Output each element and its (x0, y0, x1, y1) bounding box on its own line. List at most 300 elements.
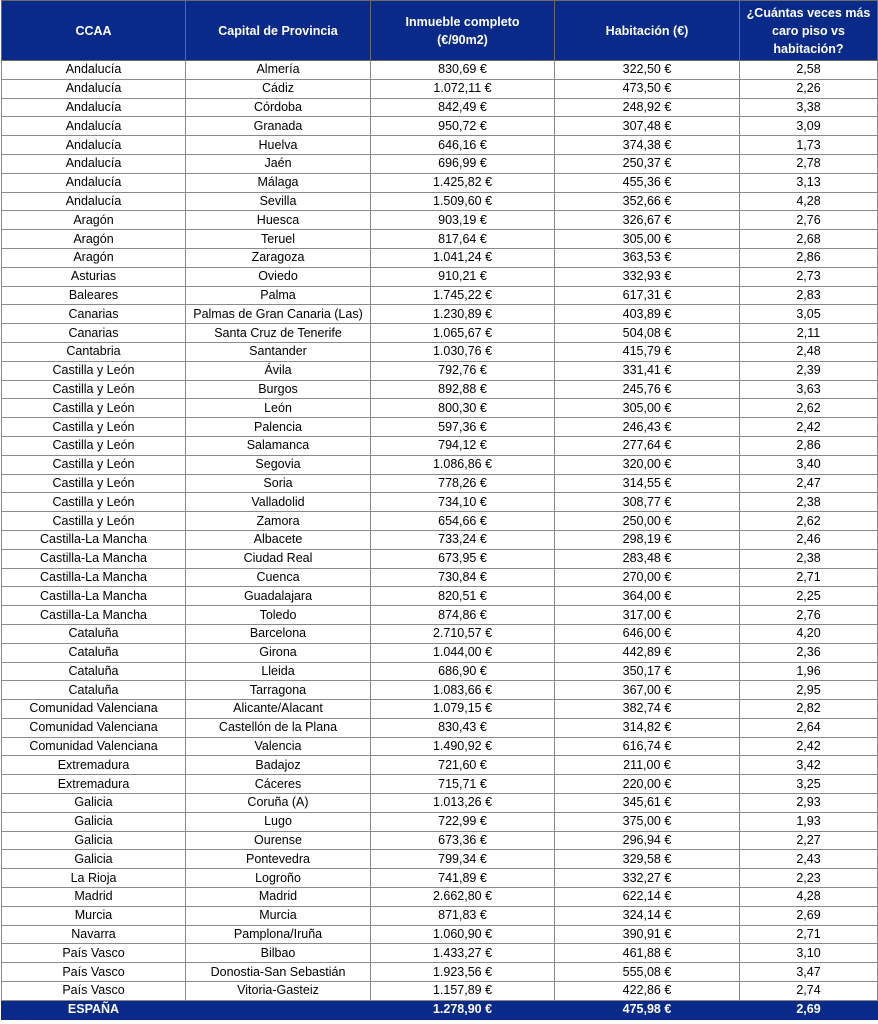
ccaa-cell: Andalucía (2, 98, 186, 117)
capital-cell: Toledo (186, 606, 371, 625)
table-row (2, 718, 878, 737)
habitacion-cell: 296,94 € (555, 831, 740, 850)
ratio-cell: 2,47 (740, 474, 878, 493)
habitacion-cell: 317,00 € (555, 606, 740, 625)
capital-cell: Palmas de Gran Canaria (Las) (186, 305, 371, 324)
table-row (2, 944, 878, 963)
ccaa-cell: Andalucía (2, 79, 186, 98)
inmueble-cell: 903,19 € (371, 211, 555, 230)
habitacion-cell: 211,00 € (555, 756, 740, 775)
table-row (2, 136, 878, 155)
habitacion-cell: 324,14 € (555, 906, 740, 925)
inmueble-cell: 830,43 € (371, 718, 555, 737)
capital-cell: Segovia (186, 455, 371, 474)
table-row (2, 342, 878, 361)
inmueble-cell: 1.072,11 € (371, 79, 555, 98)
capital-cell: Salamanca (186, 436, 371, 455)
inmueble-cell: 874,86 € (371, 606, 555, 625)
table-row (2, 192, 878, 211)
ccaa-cell: Castilla-La Mancha (2, 606, 186, 625)
ratio-cell: 3,38 (740, 98, 878, 117)
ccaa-cell: Comunidad Valenciana (2, 737, 186, 756)
ratio-cell: 2,76 (740, 211, 878, 230)
table-row (2, 361, 878, 380)
ccaa-cell: Castilla-La Mancha (2, 587, 186, 606)
table-row (2, 248, 878, 267)
capital-cell: Albacete (186, 530, 371, 549)
column-header-ratio-line1: ¿Cuántas veces más (746, 5, 871, 20)
table-row (2, 756, 878, 775)
inmueble-cell: 800,30 € (371, 399, 555, 418)
ratio-cell: 2,62 (740, 399, 878, 418)
table-row (2, 267, 878, 286)
capital-cell: Zaragoza (186, 248, 371, 267)
inmueble-cell: 1.041,24 € (371, 248, 555, 267)
ratio-cell: 3,47 (740, 963, 878, 982)
capital-cell: Palma (186, 286, 371, 305)
inmueble-cell: 1.030,76 € (371, 342, 555, 361)
column-header-inmueble (371, 1, 555, 61)
ratio-cell: 3,40 (740, 455, 878, 474)
ratio-cell: 2,78 (740, 154, 878, 173)
inmueble-cell: 778,26 € (371, 474, 555, 493)
table-row (2, 305, 878, 324)
ratio-cell: 2,71 (740, 925, 878, 944)
habitacion-cell: 622,14 € (555, 888, 740, 907)
capital-cell: Castellón de la Plana (186, 718, 371, 737)
capital-cell: Cáceres (186, 775, 371, 794)
habitacion-cell: 555,08 € (555, 963, 740, 982)
ccaa-cell: Andalucía (2, 61, 186, 80)
total-habitacion-cell: 475,98 € (555, 1000, 740, 1019)
ratio-cell: 2,95 (740, 681, 878, 700)
table-row (2, 587, 878, 606)
habitacion-cell: 331,41 € (555, 361, 740, 380)
capital-cell: Cádiz (186, 79, 371, 98)
column-header-ratio-line3: habitación? (773, 41, 844, 56)
inmueble-cell: 654,66 € (371, 512, 555, 531)
capital-cell: Córdoba (186, 98, 371, 117)
inmueble-cell: 673,36 € (371, 831, 555, 850)
inmueble-cell: 1.083,66 € (371, 681, 555, 700)
table-row (2, 606, 878, 625)
ratio-cell: 1,73 (740, 136, 878, 155)
habitacion-cell: 314,55 € (555, 474, 740, 493)
table-row (2, 98, 878, 117)
inmueble-cell: 892,88 € (371, 380, 555, 399)
habitacion-cell: 245,76 € (555, 380, 740, 399)
habitacion-cell: 350,17 € (555, 662, 740, 681)
table-row (2, 61, 878, 80)
capital-cell: Lugo (186, 812, 371, 831)
inmueble-cell: 1.086,86 € (371, 455, 555, 474)
ratio-cell: 2,25 (740, 587, 878, 606)
ccaa-cell: Castilla y León (2, 474, 186, 493)
ccaa-cell: Navarra (2, 925, 186, 944)
ccaa-cell: Galicia (2, 794, 186, 813)
inmueble-cell: 686,90 € (371, 662, 555, 681)
ccaa-cell: Aragón (2, 230, 186, 249)
ccaa-cell: Aragón (2, 211, 186, 230)
table-row (2, 436, 878, 455)
ccaa-cell: Canarias (2, 324, 186, 343)
capital-cell: Burgos (186, 380, 371, 399)
habitacion-cell: 473,50 € (555, 79, 740, 98)
table-row (2, 493, 878, 512)
ccaa-cell: Cataluña (2, 643, 186, 662)
habitacion-cell: 250,00 € (555, 512, 740, 531)
capital-cell: Huesca (186, 211, 371, 230)
table-row (2, 324, 878, 343)
ccaa-cell: Castilla y León (2, 512, 186, 531)
ratio-cell: 3,25 (740, 775, 878, 794)
table-row (2, 662, 878, 681)
ccaa-cell: Castilla y León (2, 380, 186, 399)
habitacion-cell: 220,00 € (555, 775, 740, 794)
inmueble-cell: 950,72 € (371, 117, 555, 136)
ccaa-cell: País Vasco (2, 982, 186, 1001)
habitacion-cell: 305,00 € (555, 230, 740, 249)
table-row (2, 117, 878, 136)
ccaa-cell: Comunidad Valenciana (2, 718, 186, 737)
table-row (2, 455, 878, 474)
table-row (2, 474, 878, 493)
capital-cell: Logroño (186, 869, 371, 888)
table-row (2, 286, 878, 305)
ratio-cell: 2,11 (740, 324, 878, 343)
ccaa-cell: Galicia (2, 850, 186, 869)
column-header-ratio (740, 1, 878, 61)
table-row (2, 230, 878, 249)
ratio-cell: 3,42 (740, 756, 878, 775)
ccaa-cell: País Vasco (2, 963, 186, 982)
table-row (2, 775, 878, 794)
inmueble-cell: 1.013,26 € (371, 794, 555, 813)
column-header-inmueble-line2: (€/90m2) (437, 32, 488, 47)
capital-cell: Alicante/Alacant (186, 700, 371, 719)
capital-cell: Oviedo (186, 267, 371, 286)
ccaa-cell: Madrid (2, 888, 186, 907)
ratio-cell: 2,64 (740, 718, 878, 737)
capital-cell: Tarragona (186, 681, 371, 700)
habitacion-cell: 248,92 € (555, 98, 740, 117)
capital-cell: Lleida (186, 662, 371, 681)
ccaa-cell: Cataluña (2, 681, 186, 700)
ccaa-cell: Extremadura (2, 756, 186, 775)
habitacion-cell: 283,48 € (555, 549, 740, 568)
table-row (2, 79, 878, 98)
habitacion-cell: 277,64 € (555, 436, 740, 455)
ratio-cell: 2,62 (740, 512, 878, 531)
table-row (2, 568, 878, 587)
inmueble-cell: 1.745,22 € (371, 286, 555, 305)
inmueble-cell: 1.490,92 € (371, 737, 555, 756)
column-header-ratio-line2: caro piso vs (772, 23, 845, 38)
table-row (2, 549, 878, 568)
table-row (2, 963, 878, 982)
table-row (2, 399, 878, 418)
ratio-cell: 2,38 (740, 493, 878, 512)
inmueble-cell: 733,24 € (371, 530, 555, 549)
inmueble-cell: 1.157,89 € (371, 982, 555, 1001)
capital-cell: Bilbao (186, 944, 371, 963)
ccaa-cell: Cataluña (2, 624, 186, 643)
inmueble-cell: 1.079,15 € (371, 700, 555, 719)
habitacion-cell: 363,53 € (555, 248, 740, 267)
rent-comparison-table (1, 0, 878, 1020)
table-row (2, 154, 878, 173)
ratio-cell: 3,13 (740, 173, 878, 192)
table-row (2, 794, 878, 813)
habitacion-cell: 646,00 € (555, 624, 740, 643)
capital-cell: Teruel (186, 230, 371, 249)
ratio-cell: 2,43 (740, 850, 878, 869)
ccaa-cell: Castilla y León (2, 399, 186, 418)
habitacion-cell: 455,36 € (555, 173, 740, 192)
inmueble-cell: 2.710,57 € (371, 624, 555, 643)
ratio-cell: 3,09 (740, 117, 878, 136)
ccaa-cell: Andalucía (2, 154, 186, 173)
table-row (2, 812, 878, 831)
table-header (2, 1, 878, 61)
capital-cell: Ourense (186, 831, 371, 850)
habitacion-cell: 415,79 € (555, 342, 740, 361)
ccaa-cell: Castilla y León (2, 361, 186, 380)
table-row (2, 982, 878, 1001)
inmueble-cell: 1.433,27 € (371, 944, 555, 963)
ccaa-cell: Castilla-La Mancha (2, 549, 186, 568)
capital-cell: Soria (186, 474, 371, 493)
table-footer (2, 1000, 878, 1019)
habitacion-cell: 352,66 € (555, 192, 740, 211)
table-row (2, 906, 878, 925)
ratio-cell: 2,58 (740, 61, 878, 80)
ratio-cell: 2,74 (740, 982, 878, 1001)
capital-cell: Murcia (186, 906, 371, 925)
inmueble-cell: 646,16 € (371, 136, 555, 155)
habitacion-cell: 270,00 € (555, 568, 740, 587)
inmueble-cell: 794,12 € (371, 436, 555, 455)
ratio-cell: 1,93 (740, 812, 878, 831)
ccaa-cell: Castilla-La Mancha (2, 568, 186, 587)
capital-cell: Madrid (186, 888, 371, 907)
ccaa-cell: Murcia (2, 906, 186, 925)
ccaa-cell: Asturias (2, 267, 186, 286)
capital-cell: Zamora (186, 512, 371, 531)
column-header-ccaa: CCAA (2, 1, 186, 61)
inmueble-cell: 2.662,80 € (371, 888, 555, 907)
table-row (2, 869, 878, 888)
ccaa-cell: Comunidad Valenciana (2, 700, 186, 719)
habitacion-cell: 617,31 € (555, 286, 740, 305)
ratio-cell: 2,71 (740, 568, 878, 587)
capital-cell: Ciudad Real (186, 549, 371, 568)
capital-cell: Palencia (186, 418, 371, 437)
inmueble-cell: 820,51 € (371, 587, 555, 606)
capital-cell: Vitoria-Gasteiz (186, 982, 371, 1001)
table-row (2, 681, 878, 700)
table-row (2, 624, 878, 643)
ccaa-cell: Andalucía (2, 192, 186, 211)
ratio-cell: 3,63 (740, 380, 878, 399)
capital-cell: Valencia (186, 737, 371, 756)
inmueble-cell: 1.923,56 € (371, 963, 555, 982)
capital-cell: Santander (186, 342, 371, 361)
table-row (2, 850, 878, 869)
column-header-inmueble-line1: Inmueble completo (405, 14, 520, 29)
total-row (2, 1000, 878, 1019)
capital-cell: Guadalajara (186, 587, 371, 606)
table-row (2, 737, 878, 756)
ratio-cell: 2,26 (740, 79, 878, 98)
table-row (2, 211, 878, 230)
habitacion-cell: 345,61 € (555, 794, 740, 813)
ccaa-cell: Galicia (2, 831, 186, 850)
ratio-cell: 4,28 (740, 888, 878, 907)
table-row (2, 173, 878, 192)
ratio-cell: 2,76 (740, 606, 878, 625)
ratio-cell: 2,69 (740, 906, 878, 925)
inmueble-cell: 673,95 € (371, 549, 555, 568)
table-row (2, 643, 878, 662)
habitacion-cell: 616,74 € (555, 737, 740, 756)
ccaa-cell: Castilla y León (2, 455, 186, 474)
inmueble-cell: 730,84 € (371, 568, 555, 587)
habitacion-cell: 298,19 € (555, 530, 740, 549)
total-inmueble-cell: 1.278,90 € (371, 1000, 555, 1019)
habitacion-cell: 326,67 € (555, 211, 740, 230)
capital-cell: Huelva (186, 136, 371, 155)
habitacion-cell: 461,88 € (555, 944, 740, 963)
inmueble-cell: 597,36 € (371, 418, 555, 437)
capital-cell: Pamplona/Iruña (186, 925, 371, 944)
habitacion-cell: 364,00 € (555, 587, 740, 606)
total-ratio-cell: 2,69 (740, 1000, 878, 1019)
column-header-capital: Capital de Provincia (186, 1, 371, 61)
ratio-cell: 2,36 (740, 643, 878, 662)
habitacion-cell: 422,86 € (555, 982, 740, 1001)
ccaa-cell: Castilla y León (2, 418, 186, 437)
inmueble-cell: 1.509,60 € (371, 192, 555, 211)
ratio-cell: 2,68 (740, 230, 878, 249)
capital-cell: Donostia-San Sebastián (186, 963, 371, 982)
table-row (2, 512, 878, 531)
ccaa-cell: Baleares (2, 286, 186, 305)
ratio-cell: 2,82 (740, 700, 878, 719)
ratio-cell: 4,20 (740, 624, 878, 643)
ccaa-cell: Andalucía (2, 136, 186, 155)
habitacion-cell: 314,82 € (555, 718, 740, 737)
habitacion-cell: 382,74 € (555, 700, 740, 719)
inmueble-cell: 722,99 € (371, 812, 555, 831)
ratio-cell: 4,28 (740, 192, 878, 211)
capital-cell: Valladolid (186, 493, 371, 512)
capital-cell: Sevilla (186, 192, 371, 211)
ratio-cell: 1,96 (740, 662, 878, 681)
habitacion-cell: 504,08 € (555, 324, 740, 343)
inmueble-cell: 721,60 € (371, 756, 555, 775)
ratio-cell: 2,46 (740, 530, 878, 549)
inmueble-cell: 1.065,67 € (371, 324, 555, 343)
inmueble-cell: 830,69 € (371, 61, 555, 80)
habitacion-cell: 320,00 € (555, 455, 740, 474)
ccaa-cell: Andalucía (2, 173, 186, 192)
ccaa-cell: País Vasco (2, 944, 186, 963)
capital-cell: Almería (186, 61, 371, 80)
table-row (2, 925, 878, 944)
capital-cell: Barcelona (186, 624, 371, 643)
ratio-cell: 2,42 (740, 737, 878, 756)
table-row (2, 530, 878, 549)
inmueble-cell: 792,76 € (371, 361, 555, 380)
ccaa-cell: Aragón (2, 248, 186, 267)
ratio-cell: 3,10 (740, 944, 878, 963)
capital-cell: León (186, 399, 371, 418)
ccaa-cell: Extremadura (2, 775, 186, 794)
capital-cell: Jaén (186, 154, 371, 173)
habitacion-cell: 305,00 € (555, 399, 740, 418)
habitacion-cell: 250,37 € (555, 154, 740, 173)
capital-cell: Girona (186, 643, 371, 662)
inmueble-cell: 1.230,89 € (371, 305, 555, 324)
inmueble-cell: 741,89 € (371, 869, 555, 888)
inmueble-cell: 1.425,82 € (371, 173, 555, 192)
capital-cell: Granada (186, 117, 371, 136)
ccaa-cell: La Rioja (2, 869, 186, 888)
table-row (2, 418, 878, 437)
ccaa-cell: Galicia (2, 812, 186, 831)
inmueble-cell: 910,21 € (371, 267, 555, 286)
column-header-habitacion: Habitación (€) (555, 1, 740, 61)
ratio-cell: 2,83 (740, 286, 878, 305)
ratio-cell: 2,73 (740, 267, 878, 286)
ratio-cell: 2,93 (740, 794, 878, 813)
ccaa-cell: Cantabria (2, 342, 186, 361)
ccaa-cell: Andalucía (2, 117, 186, 136)
habitacion-cell: 329,58 € (555, 850, 740, 869)
habitacion-cell: 308,77 € (555, 493, 740, 512)
habitacion-cell: 390,91 € (555, 925, 740, 944)
inmueble-cell: 799,34 € (371, 850, 555, 869)
habitacion-cell: 375,00 € (555, 812, 740, 831)
inmueble-cell: 871,83 € (371, 906, 555, 925)
table-row (2, 888, 878, 907)
habitacion-cell: 322,50 € (555, 61, 740, 80)
habitacion-cell: 374,38 € (555, 136, 740, 155)
ratio-cell: 2,38 (740, 549, 878, 568)
ccaa-cell: Cataluña (2, 662, 186, 681)
ratio-cell: 2,27 (740, 831, 878, 850)
habitacion-cell: 307,48 € (555, 117, 740, 136)
capital-cell: Pontevedra (186, 850, 371, 869)
habitacion-cell: 246,43 € (555, 418, 740, 437)
total-ccaa-cell: ESPAÑA (2, 1000, 186, 1019)
ratio-cell: 2,48 (740, 342, 878, 361)
habitacion-cell: 442,89 € (555, 643, 740, 662)
ratio-cell: 2,39 (740, 361, 878, 380)
ccaa-cell: Castilla y León (2, 436, 186, 455)
table-body (2, 61, 878, 1001)
table-row (2, 831, 878, 850)
habitacion-cell: 332,27 € (555, 869, 740, 888)
ratio-cell: 2,86 (740, 436, 878, 455)
habitacion-cell: 332,93 € (555, 267, 740, 286)
capital-cell: Cuenca (186, 568, 371, 587)
inmueble-cell: 734,10 € (371, 493, 555, 512)
header-row (2, 1, 878, 61)
inmueble-cell: 817,64 € (371, 230, 555, 249)
capital-cell: Coruña (A) (186, 794, 371, 813)
